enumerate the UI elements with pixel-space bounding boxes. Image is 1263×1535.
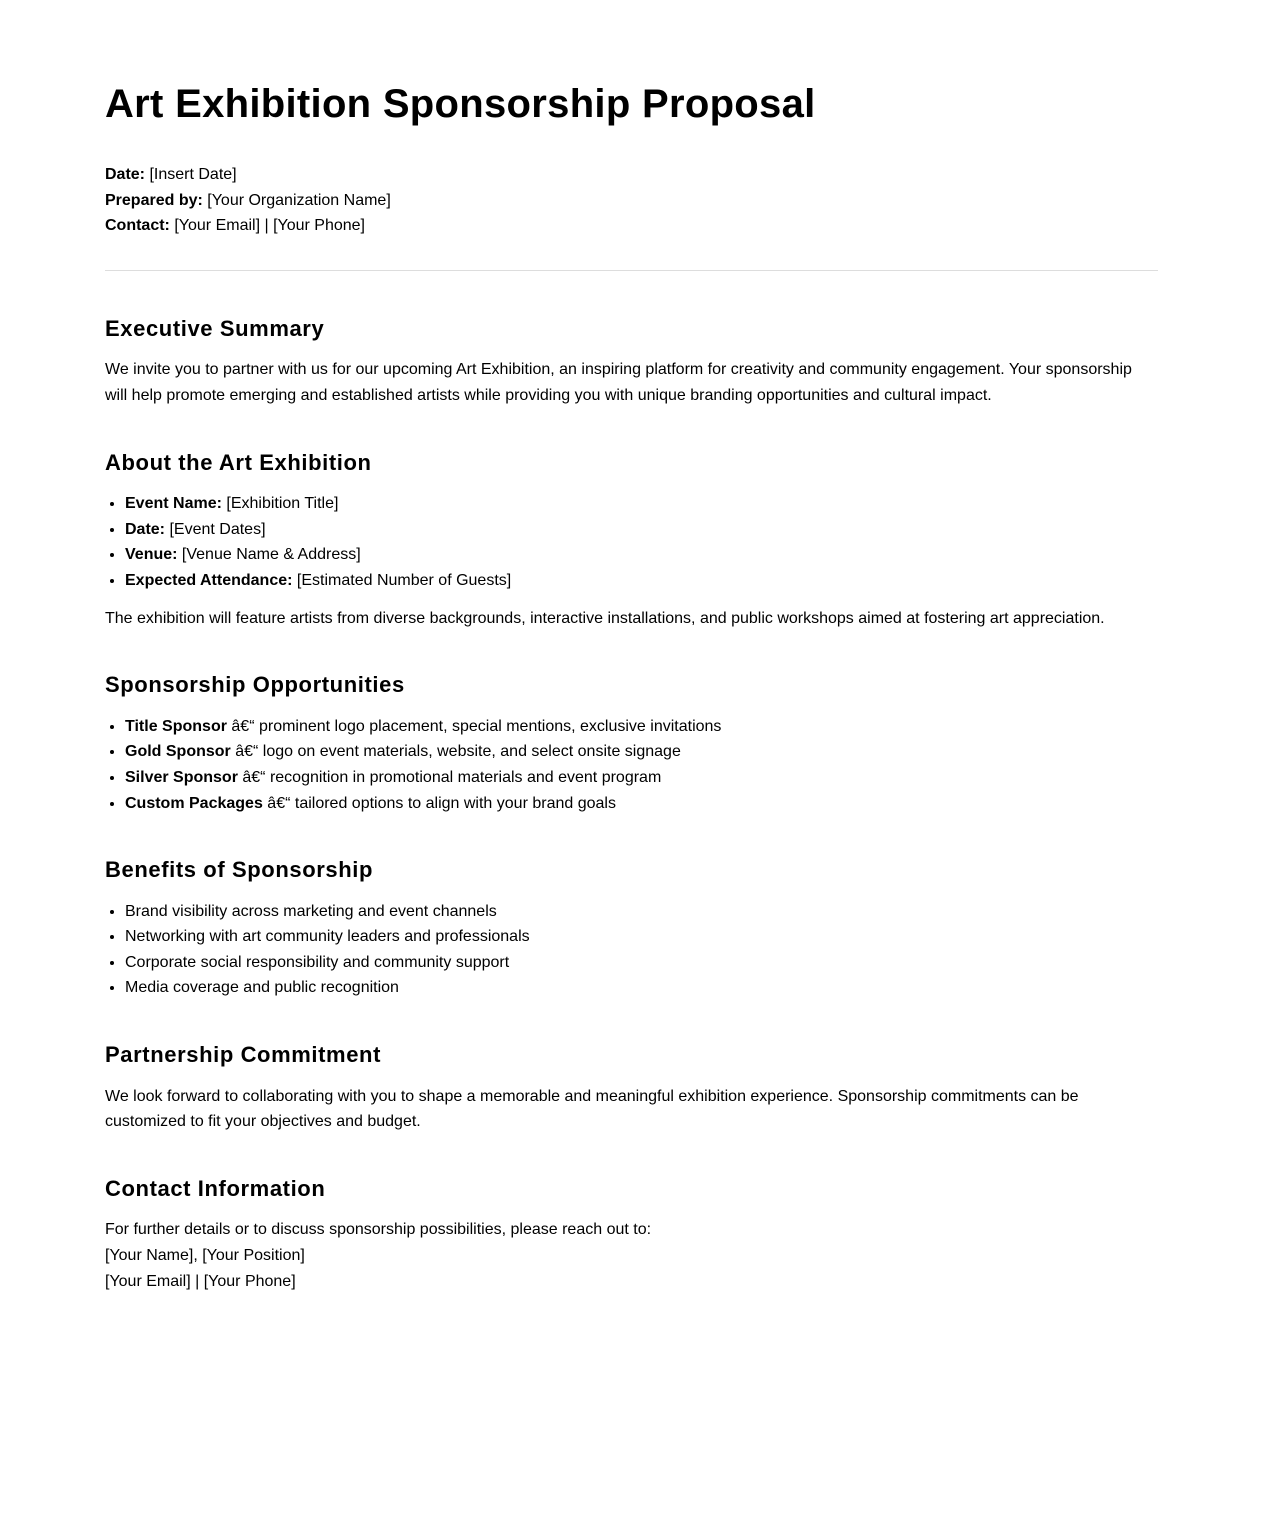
section-benefits [105, 856, 1158, 1001]
tier-name: Silver Sponsor [125, 768, 238, 786]
meta-label: Contact: [105, 217, 170, 235]
document-meta [105, 162, 1158, 239]
item-value: [Venue Name & Address] [181, 546, 361, 564]
list-item [125, 568, 1158, 594]
item-label: Date: [125, 520, 166, 538]
divider [105, 270, 1158, 271]
contact-email-phone: [Your Email] | [Your Phone] [105, 1272, 296, 1290]
tier-description: â€“ logo on event materials, website, and select onsite signage [235, 743, 681, 761]
event-details-list [105, 491, 1158, 593]
meta-prepared-by [105, 188, 1158, 214]
contact-name-position: [Your Name], [Your Position] [105, 1247, 305, 1265]
contact-intro: For further details or to discuss sponsorship possibilities, please reach out to: [105, 1221, 652, 1239]
list-item [125, 542, 1158, 568]
meta-value: [Your Organization Name] [207, 191, 391, 209]
sponsorship-tiers-list [105, 714, 1158, 816]
section-heading: Sponsorship Opportunities [105, 672, 405, 698]
list-item [125, 765, 1158, 791]
item-value: [Exhibition Title] [226, 495, 339, 513]
section-commitment [105, 1041, 1158, 1135]
meta-value: [Insert Date] [149, 166, 237, 183]
section-heading: Partnership Commitment [105, 1042, 382, 1068]
list-item [125, 791, 1158, 817]
section-paragraph: We invite you to partner with us for our upcoming Art Exhibition, an inspiring platform for creativity and community engagement. Your sponsorship will help promote emerging and established artists while providing you with unique branding opportunities and cultural impact. [105, 361, 1132, 404]
list-item [125, 491, 1158, 517]
section-paragraph: The exhibition will feature artists from diverse backgrounds, interactive installations, and public workshops aimed at fostering art appreciation. [105, 609, 1105, 627]
section-paragraph: We look forward to collaborating with you to shape a memorable and meaningful exhibition experience. Sponsorship commitments can be customized to fit your objectives and budget. [105, 1087, 1079, 1131]
benefits-list [105, 899, 1158, 1001]
section-contact [105, 1175, 1158, 1294]
tier-name: Custom Packages [125, 794, 263, 812]
item-label: Event Name: [125, 495, 222, 513]
meta-label: Date: [105, 166, 146, 183]
tier-description: â€“ tailored options to align with your brand goals [267, 794, 616, 812]
meta-value: [Your Email] | [Your Phone] [174, 217, 365, 235]
list-item: • Networking with art community leaders and professionals [125, 924, 1158, 950]
page-title: Art Exhibition Sponsorship Proposal [105, 82, 816, 126]
section-heading: Contact Information [105, 1175, 326, 1201]
item-value: [Estimated Number of Guests] [296, 571, 512, 589]
section-heading: Benefits of Sponsorship [105, 857, 374, 883]
item-value: [Event Dates] [169, 520, 266, 538]
tier-name: Gold Sponsor [125, 743, 231, 761]
contact-details [105, 1217, 1158, 1294]
list-item: • Brand visibility across marketing and event channels [125, 899, 1158, 925]
meta-label: Prepared by: [105, 191, 203, 209]
list-item [125, 714, 1158, 740]
section-heading: Executive Summary [105, 315, 325, 341]
list-item [125, 517, 1158, 543]
tier-description: â€“ prominent logo placement, special mentions, exclusive invitations [231, 717, 722, 735]
item-label: Expected Attendance: [125, 571, 293, 589]
list-item: • Media coverage and public recognition [125, 975, 1158, 1001]
meta-date [105, 162, 1158, 188]
meta-contact [105, 213, 1158, 239]
section-executive-summary [105, 315, 1158, 409]
section-about [105, 449, 1158, 632]
section-heading: About the Art Exhibition [105, 449, 372, 475]
tier-name: Title Sponsor [125, 717, 227, 735]
section-opportunities [105, 671, 1158, 816]
item-label: Venue: [125, 546, 178, 564]
list-item: • Corporate social responsibility and community support [125, 950, 1158, 976]
tier-description: â€“ recognition in promotional materials and event program [242, 768, 662, 786]
list-item [125, 739, 1158, 765]
